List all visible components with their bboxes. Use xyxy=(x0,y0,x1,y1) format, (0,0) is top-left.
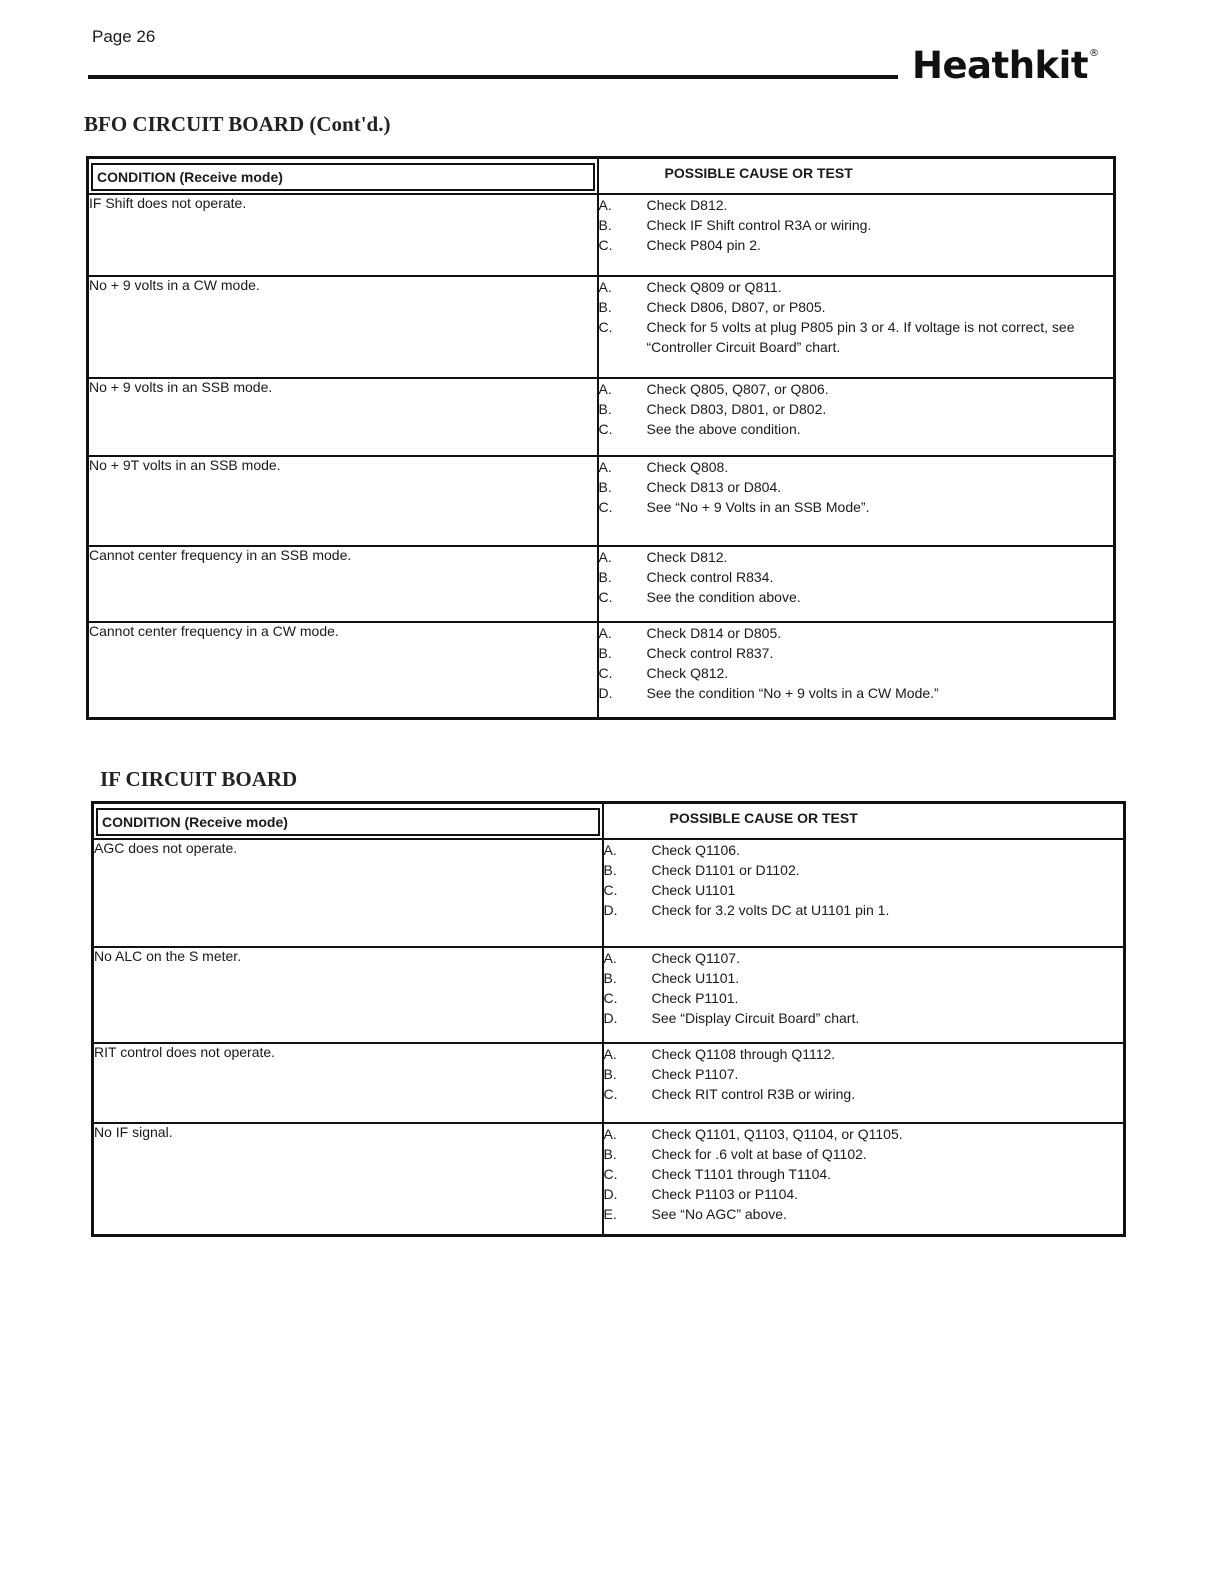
cause-text: Check P1103 or P1104. xyxy=(651,1186,799,1202)
condition-cell: No + 9T volts in an SSB mode. xyxy=(88,456,598,546)
cause-letter: A. xyxy=(598,381,612,397)
cause-item xyxy=(599,379,1114,399)
table-header-row xyxy=(93,803,1125,840)
cause-text: See “No AGC” above. xyxy=(651,1206,787,1222)
cause-cell xyxy=(598,546,1115,622)
condition-cell: Cannot center frequency in an SSB mode. xyxy=(88,546,598,622)
cause-cell xyxy=(603,947,1125,1043)
cause-text: Check D1101 or D1102. xyxy=(651,862,800,878)
cause-letter: A. xyxy=(603,950,617,966)
cause-item xyxy=(599,477,1114,497)
cause-letter: D. xyxy=(603,1010,618,1026)
cause-letter: A. xyxy=(598,625,612,641)
cause-item xyxy=(604,988,1124,1008)
table-row xyxy=(88,378,1115,456)
header-condition xyxy=(88,158,598,195)
header-possible-cause: POSSIBLE CAUSE OR TEST xyxy=(598,158,1115,195)
cause-text: Check for 5 volts at plug P805 pin 3 or 4. If voltage is not correct, see “Controller Circuit Board” chart. xyxy=(646,319,1075,355)
cause-cell xyxy=(598,622,1115,718)
cause-item xyxy=(599,567,1114,587)
cause-item xyxy=(599,457,1114,477)
cause-item xyxy=(599,587,1114,607)
cause-text: Check Q808. xyxy=(646,459,729,475)
condition-cell: No IF signal. xyxy=(93,1123,603,1235)
cause-item xyxy=(604,1164,1124,1184)
condition-cell: IF Shift does not operate. xyxy=(88,194,598,276)
cause-text: Check U1101. xyxy=(651,970,740,986)
cause-cell xyxy=(598,276,1115,378)
cause-text: See “Display Circuit Board” chart. xyxy=(651,1010,860,1026)
cause-text: Check for .6 volt at base of Q1102. xyxy=(651,1146,867,1162)
cause-item xyxy=(604,1144,1124,1164)
cause-text: Check control R834. xyxy=(646,569,774,585)
cause-letter: A. xyxy=(598,549,612,565)
table-row xyxy=(88,194,1115,276)
cause-item xyxy=(599,497,1114,517)
cause-cell xyxy=(598,456,1115,546)
condition-cell: RIT control does not operate. xyxy=(93,1043,603,1123)
cause-item xyxy=(604,948,1124,968)
cause-item xyxy=(604,1184,1124,1204)
table-row xyxy=(93,947,1125,1043)
table-header-row xyxy=(88,158,1115,195)
bfo-troubleshooting-table xyxy=(86,156,1116,720)
cause-item xyxy=(599,663,1114,683)
cause-item xyxy=(599,419,1114,439)
cause-cell xyxy=(598,378,1115,456)
header-condition-label: CONDITION (Receive mode) xyxy=(96,808,600,836)
condition-cell: AGC does not operate. xyxy=(93,839,603,947)
cause-text: Check D812. xyxy=(646,549,728,565)
cause-item xyxy=(599,277,1114,297)
cause-letter: C. xyxy=(603,1086,618,1102)
cause-text: Check Q805, Q807, or Q806. xyxy=(646,381,829,397)
brand-logo xyxy=(912,44,1098,87)
cause-text: Check D803, D801, or D802. xyxy=(646,401,827,417)
cause-text: Check Q1106. xyxy=(651,842,740,858)
cause-letter: C. xyxy=(603,1166,618,1182)
cause-item xyxy=(599,643,1114,663)
table-row xyxy=(88,276,1115,378)
cause-cell xyxy=(598,194,1115,276)
cause-letter: D. xyxy=(598,685,613,701)
cause-text: Check U1101 xyxy=(651,882,736,898)
cause-text: Check D806, D807, or P805. xyxy=(646,299,826,315)
page-number: Page 26 xyxy=(92,27,156,46)
cause-letter: A. xyxy=(598,197,612,213)
cause-text: See “No + 9 Volts in an SSB Mode”. xyxy=(646,499,870,515)
cause-item xyxy=(599,683,1114,703)
cause-letter: C. xyxy=(598,237,613,253)
cause-item xyxy=(604,968,1124,988)
condition-cell: No ALC on the S meter. xyxy=(93,947,603,1043)
cause-letter: C. xyxy=(598,665,613,681)
cause-item xyxy=(604,880,1124,900)
cause-item xyxy=(599,297,1114,317)
table-row xyxy=(93,1043,1125,1123)
cause-item xyxy=(604,1124,1124,1144)
cause-text: Check Q1108 through Q1112. xyxy=(651,1046,836,1062)
condition-cell: No + 9 volts in a CW mode. xyxy=(88,276,598,378)
cause-item xyxy=(599,215,1114,235)
cause-letter: B. xyxy=(598,299,612,315)
if-section-title: IF CIRCUIT BOARD xyxy=(100,767,298,791)
cause-letter: C. xyxy=(598,499,613,515)
cause-letter: C. xyxy=(603,882,618,898)
cause-letter: B. xyxy=(603,1066,617,1082)
cause-item xyxy=(599,399,1114,419)
cause-letter: A. xyxy=(598,279,612,295)
cause-letter: B. xyxy=(598,645,612,661)
condition-cell: Cannot center frequency in a CW mode. xyxy=(88,622,598,718)
cause-text: Check for 3.2 volts DC at U1101 pin 1. xyxy=(651,902,890,918)
table-row xyxy=(88,546,1115,622)
table-row xyxy=(88,622,1115,718)
cause-text: Check control R837. xyxy=(646,645,774,661)
cause-text: Check Q812. xyxy=(646,665,729,681)
cause-letter: A. xyxy=(603,1126,617,1142)
cause-letter: A. xyxy=(603,1046,617,1062)
cause-text: Check T1101 through T1104. xyxy=(651,1166,832,1182)
cause-item xyxy=(604,1084,1124,1104)
cause-letter: B. xyxy=(598,217,612,233)
cause-letter: E. xyxy=(603,1206,617,1222)
cause-item xyxy=(599,317,1114,357)
cause-text: Check Q1107. xyxy=(651,950,740,966)
cause-cell xyxy=(603,839,1125,947)
cause-letter: B. xyxy=(598,401,612,417)
cause-item xyxy=(604,840,1124,860)
cause-letter: A. xyxy=(598,459,612,475)
cause-letter: B. xyxy=(598,479,612,495)
cause-item xyxy=(599,623,1114,643)
cause-text: Check P1107. xyxy=(651,1066,739,1082)
cause-item xyxy=(604,1044,1124,1064)
cause-text: See the condition above. xyxy=(646,589,801,605)
cause-letter: C. xyxy=(598,589,613,605)
cause-letter: D. xyxy=(603,1186,618,1202)
cause-item xyxy=(599,547,1114,567)
cause-item xyxy=(604,1064,1124,1084)
bfo-section-title: BFO CIRCUIT BOARD (Cont'd.) xyxy=(84,112,391,136)
cause-letter: D. xyxy=(603,902,618,918)
cause-letter: C. xyxy=(598,421,613,437)
table-row xyxy=(93,1123,1125,1235)
cause-item xyxy=(599,235,1114,255)
cause-text: See the above condition. xyxy=(646,421,801,437)
cause-text: Check Q1101, Q1103, Q1104, or Q1105. xyxy=(651,1126,903,1142)
table-row xyxy=(88,456,1115,546)
cause-text: Check D813 or D804. xyxy=(646,479,782,495)
cause-letter: B. xyxy=(603,862,617,878)
cause-text: Check D812. xyxy=(646,197,728,213)
table-row xyxy=(93,839,1125,947)
cause-text: See the condition “No + 9 volts in a CW Mode.” xyxy=(646,685,939,701)
cause-letter: B. xyxy=(598,569,612,585)
cause-item xyxy=(599,195,1114,215)
cause-text: Check P1101. xyxy=(651,990,739,1006)
cause-text: Check IF Shift control R3A or wiring. xyxy=(646,217,872,233)
cause-text: Check D814 or D805. xyxy=(646,625,782,641)
cause-letter: C. xyxy=(603,990,618,1006)
cause-item xyxy=(604,900,1124,920)
registered-mark: ® xyxy=(1089,48,1099,59)
cause-cell xyxy=(603,1043,1125,1123)
brand-name: Heathkit xyxy=(912,44,1089,87)
cause-item xyxy=(604,1008,1124,1028)
cause-cell xyxy=(603,1123,1125,1235)
if-troubleshooting-table xyxy=(91,801,1126,1237)
header-possible-cause: POSSIBLE CAUSE OR TEST xyxy=(603,803,1125,840)
header-condition-label: CONDITION (Receive mode) xyxy=(91,163,595,191)
cause-letter: C. xyxy=(598,319,613,335)
cause-letter: B. xyxy=(603,970,617,986)
cause-text: Check P804 pin 2. xyxy=(646,237,761,253)
cause-text: Check Q809 or Q811. xyxy=(646,279,782,295)
cause-letter: B. xyxy=(603,1146,617,1162)
condition-cell: No + 9 volts in an SSB mode. xyxy=(88,378,598,456)
cause-letter: A. xyxy=(603,842,617,858)
cause-text: Check RIT control R3B or wiring. xyxy=(651,1086,856,1102)
header-condition xyxy=(93,803,603,840)
cause-item xyxy=(604,860,1124,880)
header-rule xyxy=(88,75,898,79)
cause-item xyxy=(604,1204,1124,1224)
